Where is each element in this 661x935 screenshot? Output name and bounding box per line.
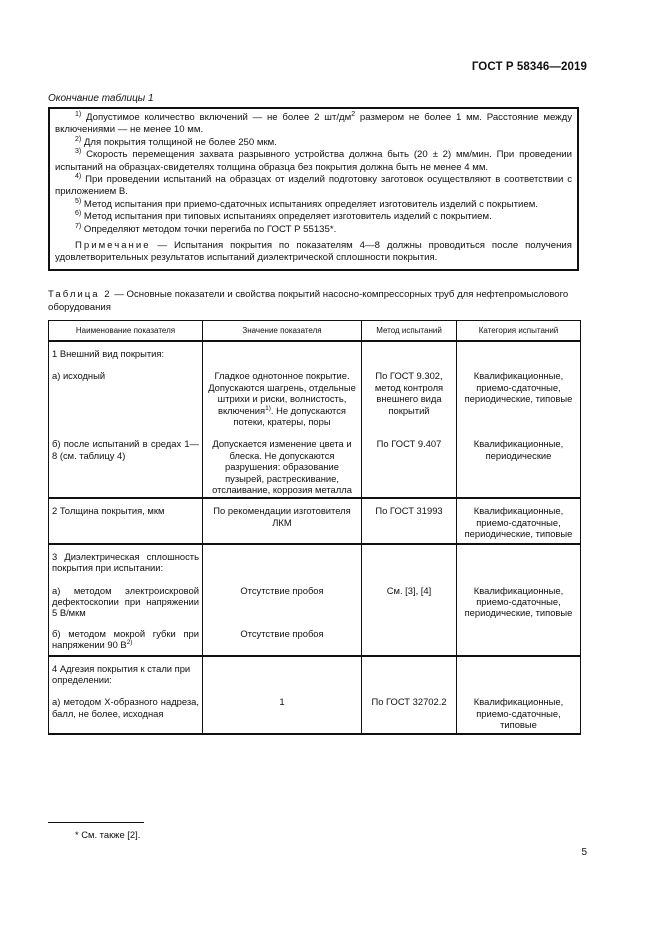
note-7 (55, 224, 572, 236)
note-3 (55, 149, 572, 174)
value-text: Гладкое однотонное покрытие. Допускаются шагрень, отдельные штрихи и риски, волнистость, включения (208, 370, 356, 416)
cell-method: По ГОСТ 31993 (362, 498, 457, 543)
cell-category: Квалификационные, приемо-сдаточные, периодические, типовые (457, 498, 581, 543)
cell-method (362, 656, 457, 687)
table-row (49, 620, 581, 656)
remark-label: Примечание (75, 240, 151, 252)
note-marker: 4) (75, 172, 82, 180)
superscript: 2 (351, 110, 356, 118)
notes-box (48, 107, 579, 271)
cell-value: Отсутствие пробоя (203, 575, 362, 620)
cell-value (203, 360, 362, 428)
note-text: Допустимое количество включений — не более 2 шт/дм (86, 112, 352, 123)
note-text: Для покрытия толщиной не более 250 мкм. (83, 136, 277, 148)
indicator-text: б) методом мокрой губки при напряжении 90 В (52, 627, 199, 651)
note-1 (55, 112, 572, 137)
cell-indicator: 4 Адгезия покрытия к стали при определении: (49, 656, 203, 687)
note-marker: 6) (75, 210, 82, 218)
cell-value: Допускается изменение цвета и блеска. Не допускаются разрушения: образование пузырей, растрескивание, отслаивание, коррозия металла (203, 428, 362, 498)
table-caption-label: Таблица 2 (48, 289, 112, 300)
note-text: Скорость перемещения захвата разрывного устройства должна быть (20 ± 2) мм/мин. При проведении испытаний на образцах-свидетелях толщина образца без покрытия должна быть не менее 4 мм. (55, 149, 572, 173)
note-marker: 5) (75, 197, 82, 205)
cell-indicator: б) после испытаний в средах 1—8 (см. таблицу 4) (49, 428, 203, 498)
cell-method: По ГОСТ 32702.2 (362, 686, 457, 733)
table-row (49, 544, 581, 575)
cell-indicator: а) методом электроискровой дефектоскопии при напряжении 5 В/мкм (49, 575, 203, 620)
cell-method (362, 341, 457, 360)
remark (55, 240, 572, 265)
note-5 (55, 199, 572, 211)
note-text: Метод испытания при типовых испытаниях определяет изготовитель изделий с покрытием. (83, 211, 492, 223)
cell-indicator: 1 Внешний вид покрытия: (49, 341, 203, 360)
cell-category: Квалификационные, периодические (457, 428, 581, 498)
cell-category (457, 544, 581, 575)
cell-value: По рекомендации изготовителя ЛКМ (203, 498, 362, 543)
note-text: Определяют методом точки перегиба по ГОСТ Р 55135*. (83, 223, 337, 235)
table-row (49, 686, 581, 733)
footnote-ref: 2) (126, 639, 133, 646)
cell-indicator (49, 620, 203, 656)
header-method: Метод испытаний (362, 321, 457, 342)
table-row (49, 656, 581, 687)
header-category: Категория испытаний (457, 321, 581, 342)
page-number: 5 (581, 847, 587, 858)
note-text: При проведении испытаний на образцах от изделий подготовку заготовок осуществляют в соответствии с приложением В. (55, 174, 573, 198)
table-continuation-title: Окончание таблицы 1 (48, 93, 154, 104)
cell-indicator: а) исходный (49, 360, 203, 428)
cell-value (203, 656, 362, 687)
remark-text: — Испытания покрытия по показателям 4—8 должны проводиться после получения удовлетворительных результатов испытаний диэлектрической сплошности покрытия. (55, 240, 572, 264)
cell-indicator: а) методом Х-образного надреза, балл, не более, исходная (49, 686, 203, 733)
cell-category (457, 656, 581, 687)
footnote-ref: 1) (265, 404, 271, 412)
cell-category (457, 620, 581, 656)
footnote: * См. также [2]. (75, 829, 141, 840)
table-caption-text: — Основные показатели и свойства покрытий насосно-компрессорных труб для нефтепромыслового оборудования (48, 289, 569, 313)
cell-value: Отсутствие пробоя (203, 620, 362, 656)
table-row (49, 428, 581, 498)
value-text: . Не допускаются потеки, кратеры, поры (233, 404, 346, 428)
cell-indicator: 3 Диэлектрическая сплошность покрытия при испытании: (49, 544, 203, 575)
cell-method: По ГОСТ 9.302, метод контроля внешнего вида покрытий (362, 360, 457, 428)
note-4 (55, 174, 572, 199)
cell-category: Квалификационные, приемо-сдаточные, периодические, типовые (457, 575, 581, 620)
cell-method: По ГОСТ 9.407 (362, 428, 457, 498)
table-row (49, 498, 581, 543)
table-row (49, 575, 581, 620)
footnote-divider (48, 822, 144, 823)
standard-designation: ГОСТ Р 58346—2019 (471, 61, 587, 73)
note-6 (55, 211, 572, 223)
cell-category: Квалификационные, приемо-сдаточные, типовые (457, 686, 581, 733)
cell-category: Квалификационные, приемо-сдаточные, периодические, типовые (457, 360, 581, 428)
cell-category (457, 341, 581, 360)
cell-value (203, 341, 362, 360)
header-indicator: Наименование показателя (49, 321, 203, 342)
cell-method (362, 620, 457, 656)
cell-value: 1 (203, 686, 362, 733)
note-marker: 1) (75, 110, 82, 118)
header-value: Значение показателя (203, 321, 362, 342)
cell-method (362, 544, 457, 575)
note-marker: 2) (75, 135, 82, 143)
note-2 (55, 137, 572, 149)
note-text: Метод испытания при приемо-сдаточных испытаниях определяет изготовитель изделий с покрытием. (83, 198, 538, 210)
cell-indicator: 2 Толщина покрытия, мкм (49, 498, 203, 543)
cell-value (203, 544, 362, 575)
cell-method: См. [3], [4] (362, 575, 457, 620)
note-marker: 3) (75, 148, 82, 156)
properties-table (48, 320, 581, 735)
table-row (49, 341, 581, 360)
note-marker: 7) (75, 222, 82, 230)
table-header-row (49, 321, 581, 342)
table-row (49, 360, 581, 428)
table-caption (48, 289, 581, 314)
note-text: размером не более 1 мм. Расстояние между включениями — не менее 10 мм. (55, 112, 572, 136)
